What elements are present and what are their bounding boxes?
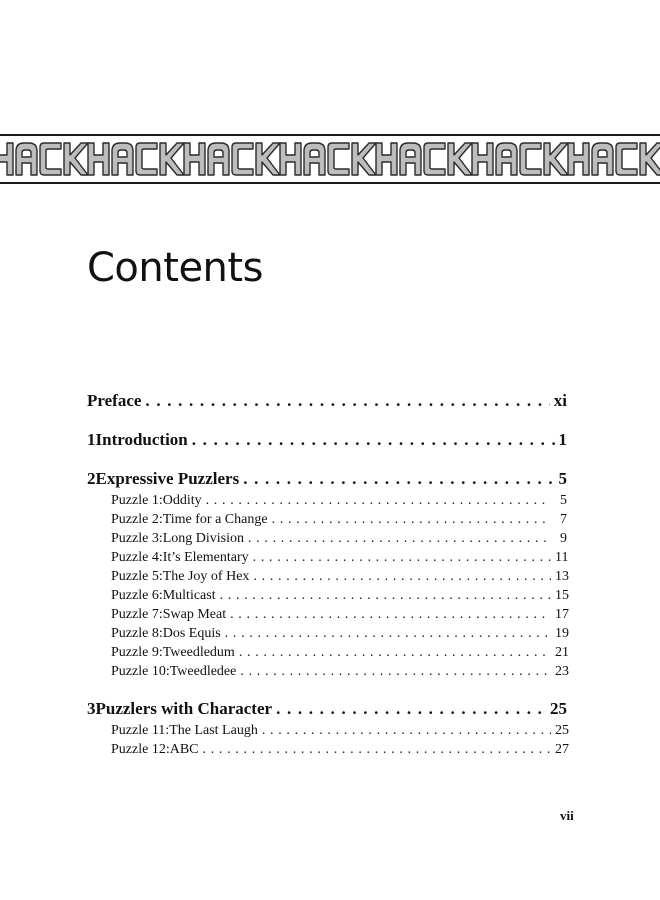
- banner-bottom-rule: [0, 182, 660, 184]
- toc-chapter-3[interactable]: [87, 697, 567, 721]
- dot-leader: [203, 740, 551, 759]
- toc-puzzle-entry[interactable]: [111, 567, 567, 586]
- hack-glyph-a-icon: [16, 143, 37, 175]
- toc-entry-preface[interactable]: [87, 389, 567, 413]
- dot-leader: [276, 697, 546, 721]
- toc-entry-title: Preface: [87, 391, 142, 410]
- puzzle-title: The Last Laugh: [169, 723, 258, 738]
- puzzle-list: [111, 721, 567, 759]
- puzzle-label: Puzzle 2:: [111, 512, 163, 527]
- hack-glyph-h-icon: [376, 143, 397, 175]
- puzzle-page: 21: [555, 645, 569, 660]
- chapter-title: Introduction: [95, 430, 188, 449]
- puzzle-title: Dos Equis: [162, 626, 221, 641]
- hack-glyph-c-icon: [232, 143, 253, 175]
- toc-puzzle-entry[interactable]: [111, 662, 567, 681]
- hack-glyph-k-icon: [544, 143, 568, 175]
- toc-puzzle-entry[interactable]: [111, 740, 567, 759]
- hack-glyph-c-icon: [520, 143, 541, 175]
- puzzle-page: 15: [555, 588, 569, 603]
- hack-glyph-c-icon: [136, 143, 157, 175]
- puzzle-title: Tweedledee: [169, 664, 237, 679]
- chapter-title: Puzzlers with Character: [95, 699, 273, 718]
- hack-glyph-a-icon: [208, 143, 229, 175]
- toc-puzzle-entry[interactable]: [111, 548, 567, 567]
- section-gap: [87, 681, 567, 697]
- chapter-page: 1: [558, 430, 567, 449]
- hack-glyph-k-icon: [352, 143, 376, 175]
- hack-glyph-a-icon: [304, 143, 325, 175]
- puzzle-label: Puzzle 3:: [111, 531, 163, 546]
- toc-chapter-2[interactable]: [87, 467, 567, 491]
- hack-glyph-k-icon: [160, 143, 184, 175]
- dot-leader: [220, 586, 551, 605]
- toc-puzzle-entry[interactable]: [111, 491, 567, 510]
- puzzle-title: Long Division: [162, 531, 244, 546]
- dot-leader: [206, 491, 551, 510]
- hack-glyph-a-icon: [400, 143, 421, 175]
- chapter-title: Expressive Puzzlers: [95, 469, 240, 488]
- chapter-number: 3: [87, 699, 96, 718]
- puzzle-title: Oddity: [162, 493, 202, 508]
- hack-glyph-c-icon: [424, 143, 445, 175]
- chapter-number: 1: [87, 430, 96, 449]
- toc-entry-page: xi: [553, 391, 567, 410]
- chapter-page: 25: [550, 699, 567, 718]
- dot-leader: [243, 467, 554, 491]
- puzzle-label: Puzzle 9:: [111, 645, 163, 660]
- hack-glyph-k-icon: [256, 143, 280, 175]
- dot-leader: [192, 428, 555, 452]
- chapter-page: 5: [558, 469, 567, 488]
- toc-puzzle-entry[interactable]: [111, 586, 567, 605]
- puzzle-title: It’s Elementary: [162, 550, 249, 565]
- toc-chapter-1[interactable]: [87, 428, 567, 452]
- puzzle-label: Puzzle 7:: [111, 607, 163, 622]
- dot-leader: [253, 567, 551, 586]
- puzzle-label: Puzzle 11:: [111, 723, 170, 738]
- toc-chapter-list: [87, 428, 567, 759]
- puzzle-list: [111, 491, 567, 681]
- hack-glyph-k-icon: [448, 143, 472, 175]
- dot-leader: [272, 510, 551, 529]
- toc-puzzle-entry[interactable]: [111, 643, 567, 662]
- hack-glyph-a-icon: [592, 143, 613, 175]
- hack-glyph-h-icon: [0, 143, 13, 175]
- puzzle-title: Swap Meat: [162, 607, 227, 622]
- puzzle-page: 9: [560, 531, 567, 546]
- dot-leader: [225, 624, 551, 643]
- dot-leader: [248, 529, 551, 548]
- puzzle-label: Puzzle 1:: [111, 493, 163, 508]
- hack-banner: [0, 134, 660, 184]
- puzzle-title: Time for a Change: [162, 512, 268, 527]
- dot-leader: [239, 643, 551, 662]
- hack-pattern-icon: [0, 134, 660, 184]
- page-number: vii: [560, 808, 574, 823]
- hack-glyph-c-icon: [40, 143, 61, 175]
- hack-glyph-h-icon: [88, 143, 109, 175]
- puzzle-page: 11: [555, 550, 569, 565]
- puzzle-page: 25: [555, 723, 569, 738]
- dot-leader: [262, 721, 551, 740]
- puzzle-page: 17: [555, 607, 569, 622]
- puzzle-page: 23: [555, 664, 569, 679]
- hack-glyph-a-icon: [112, 143, 133, 175]
- puzzle-title: The Joy of Hex: [162, 569, 250, 584]
- hack-glyph-c-icon: [328, 143, 349, 175]
- hack-glyph-c-icon: [616, 143, 637, 175]
- table-of-contents: [87, 389, 567, 759]
- toc-puzzle-entry[interactable]: [111, 624, 567, 643]
- toc-puzzle-entry[interactable]: [111, 721, 567, 740]
- puzzle-label: Puzzle 5:: [111, 569, 163, 584]
- hack-glyph-a-icon: [496, 143, 517, 175]
- dot-leader: [145, 389, 549, 413]
- hack-glyph-h-icon: [184, 143, 205, 175]
- puzzle-label: Puzzle 4:: [111, 550, 163, 565]
- puzzle-label: Puzzle 10:: [111, 664, 170, 679]
- puzzle-label: Puzzle 6:: [111, 588, 163, 603]
- puzzle-page: 5: [560, 493, 567, 508]
- hack-glyph-h-icon: [280, 143, 301, 175]
- toc-puzzle-entry[interactable]: [111, 529, 567, 548]
- chapter-number: 2: [87, 469, 96, 488]
- puzzle-page: 13: [555, 569, 569, 584]
- hack-glyph-k-icon: [64, 143, 88, 175]
- page-title: Contents: [87, 245, 263, 291]
- toc-puzzle-entry[interactable]: [111, 605, 567, 624]
- dot-leader: [240, 662, 551, 681]
- puzzle-title: Multicast: [162, 588, 216, 603]
- puzzle-title: Tweedledum: [162, 645, 235, 660]
- hack-glyph-k-icon: [640, 143, 660, 175]
- dot-leader: [230, 605, 551, 624]
- toc-puzzle-entry[interactable]: [111, 510, 567, 529]
- puzzle-page: 27: [555, 742, 569, 757]
- puzzle-title: ABC: [169, 742, 199, 757]
- dot-leader: [253, 548, 551, 567]
- banner-top-rule: [0, 134, 660, 136]
- puzzle-label: Puzzle 12:: [111, 742, 170, 757]
- puzzle-label: Puzzle 8:: [111, 626, 163, 641]
- puzzle-page: 7: [560, 512, 567, 527]
- hack-glyph-h-icon: [472, 143, 493, 175]
- puzzle-page: 19: [555, 626, 569, 641]
- hack-glyph-h-icon: [568, 143, 589, 175]
